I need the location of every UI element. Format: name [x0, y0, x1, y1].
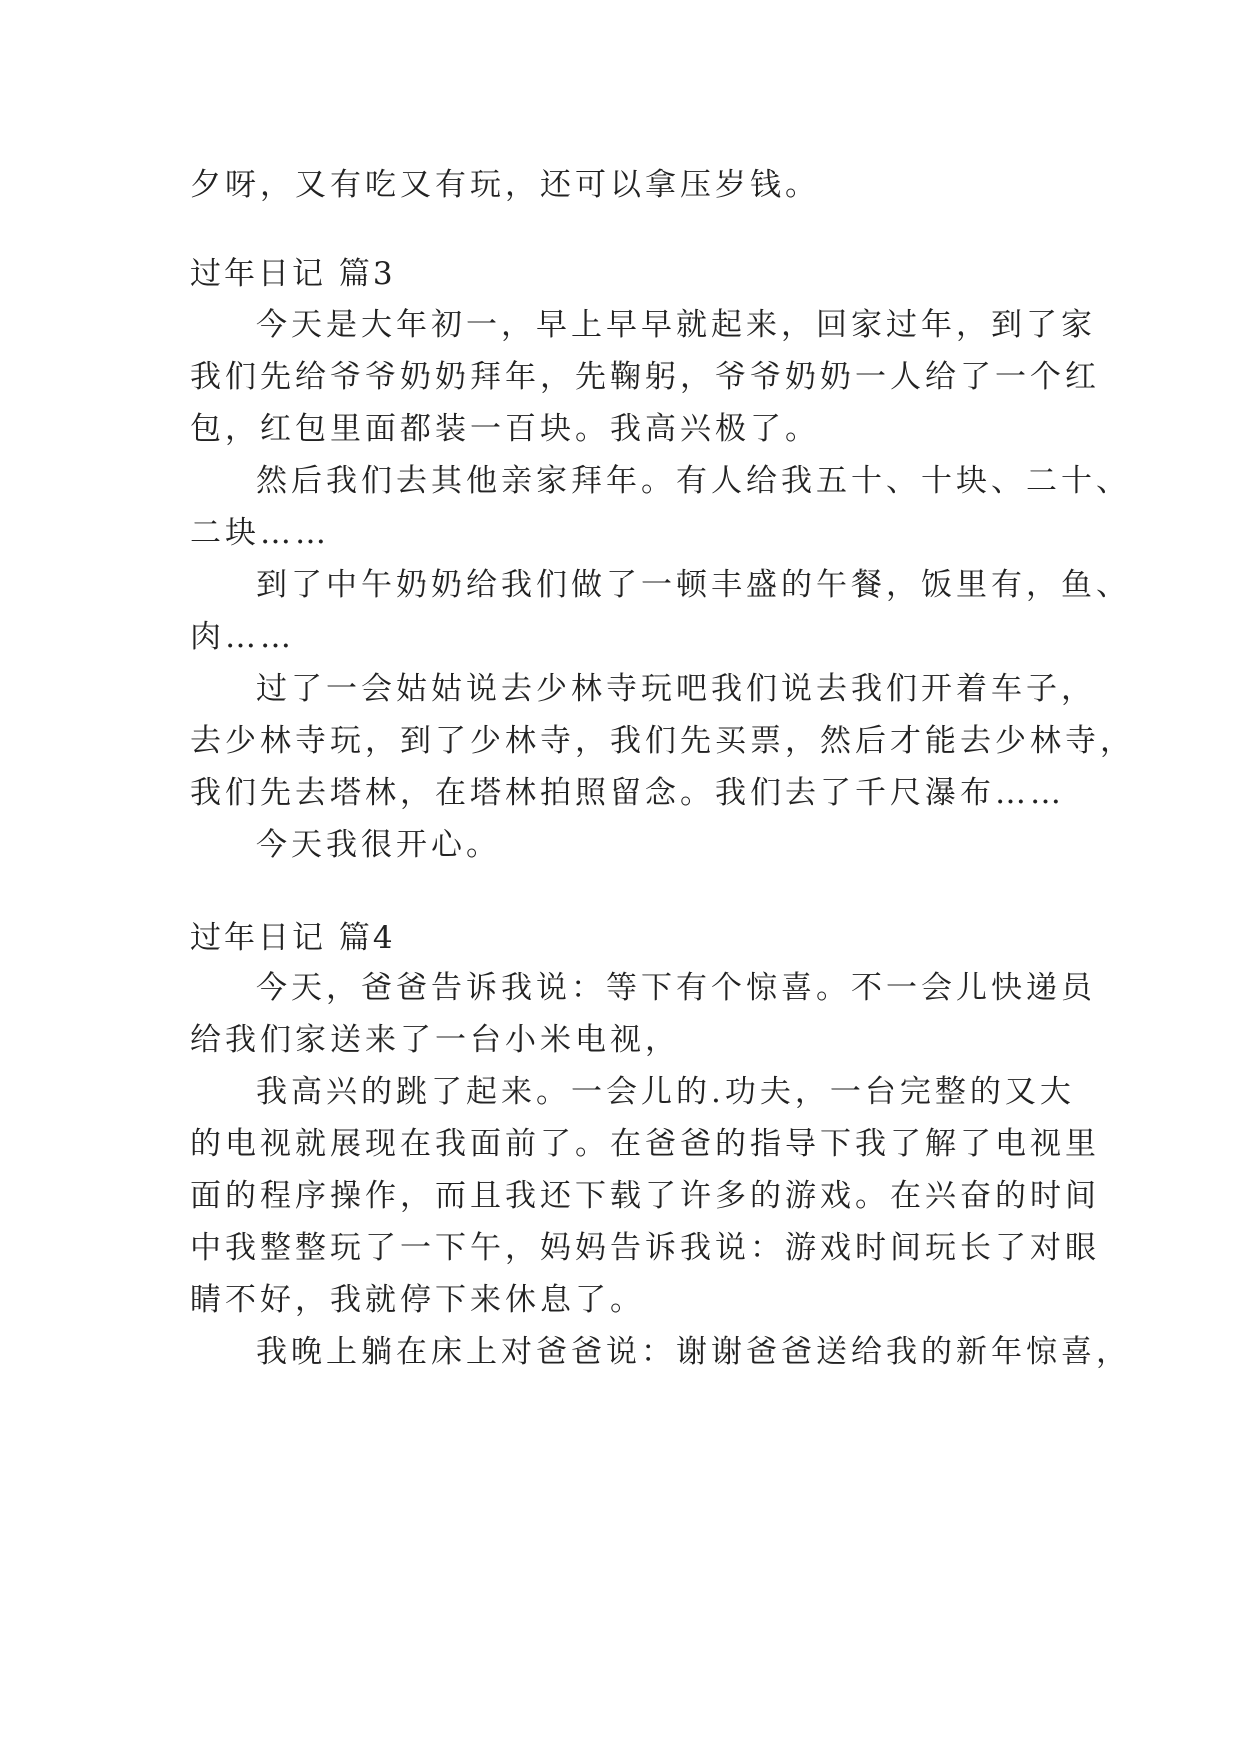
section-heading-4: 过年日记 篇4	[190, 920, 396, 956]
paragraph-line: 的电视就展现在我面前了。在爸爸的指导下我了解了电视里	[190, 1126, 1100, 1162]
paragraph-line: 今天我很开心。	[256, 827, 501, 863]
paragraph-line: 中我整整玩了一下午，妈妈告诉我说：游戏时间玩长了对眼	[190, 1230, 1100, 1266]
paragraph-line: 二块……	[190, 515, 330, 551]
paragraph-line: 睛不好，我就停下来休息了。	[190, 1282, 645, 1318]
section-heading-3: 过年日记 篇3	[190, 256, 396, 292]
paragraph-line: 面的程序操作，而且我还下载了许多的游戏。在兴奋的时间	[190, 1178, 1100, 1214]
paragraph-line: 到了中午奶奶给我们做了一顿丰盛的午餐，饭里有，鱼、	[256, 567, 1131, 603]
paragraph-line: 我们先给爷爷奶奶拜年，先鞠躬，爷爷奶奶一人给了一个红	[190, 359, 1100, 395]
paragraph-line: 今天是大年初一，早上早早就起来，回家过年，到了家	[256, 307, 1096, 343]
intro-line: 夕呀，又有吃又有玩，还可以拿压岁钱。	[190, 167, 820, 203]
paragraph-line: 我高兴的跳了起来。一会儿的.功夫，一台完整的又大	[256, 1074, 1075, 1110]
paragraph-line: 包，红包里面都装一百块。我高兴极了。	[190, 411, 820, 447]
paragraph-line: 给我们家送来了一台小米电视，	[190, 1022, 680, 1058]
paragraph-line: 我晚上躺在床上对爸爸说：谢谢爸爸送给我的新年惊喜，	[256, 1334, 1131, 1370]
paragraph-line: 今天，爸爸告诉我说：等下有个惊喜。不一会儿快递员	[256, 970, 1096, 1006]
paragraph-line: 肉……	[190, 619, 295, 655]
paragraph-line: 去少林寺玩，到了少林寺，我们先买票，然后才能去少林寺，	[190, 723, 1135, 759]
paragraph-line: 然后我们去其他亲家拜年。有人给我五十、十块、二十、	[256, 463, 1131, 499]
paragraph-line: 过了一会姑姑说去少林寺玩吧我们说去我们开着车子，	[256, 671, 1096, 707]
paragraph-line: 我们先去塔林，在塔林拍照留念。我们去了千尺瀑布……	[190, 775, 1065, 811]
